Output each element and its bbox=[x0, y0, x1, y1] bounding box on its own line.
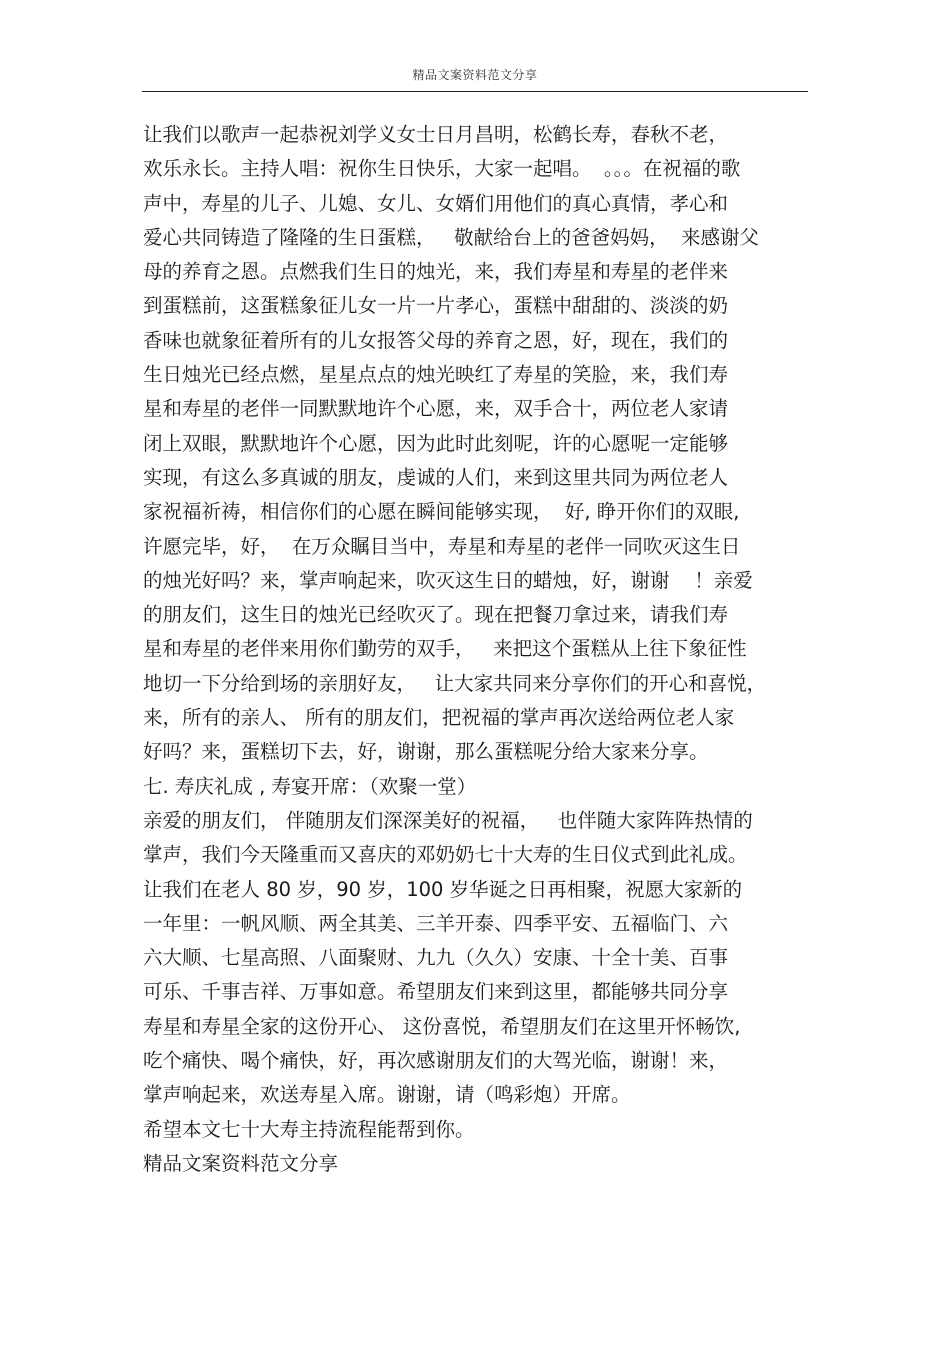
text-line: 六大顺、七星高照、八面聚财、九九（久久）安康、十全十美、百事 bbox=[143, 946, 729, 970]
text-line: 吃个痛快、喝个痛快，好，再次感谢朋友们的大驾光临，谢谢！来， bbox=[143, 1049, 729, 1073]
text-line: 许愿完毕，好， 在万众瞩目当中，寿星和寿星的老伴一同吹灭这生日 bbox=[143, 534, 741, 558]
text-line: 来，所有的亲人、 所有的朋友们，把祝福的掌声再次送给两位老人家 bbox=[143, 706, 735, 730]
text-line: 欢乐永长。主持人唱：祝你生日快乐，大家一起唱。 。。。在祝福的歌 bbox=[143, 157, 741, 181]
page-header: 精品文案资料范文分享 bbox=[412, 68, 538, 82]
text-line: 香味也就象征着所有的儿女报答父母的养育之恩，好，现在，我们的 bbox=[143, 328, 729, 352]
text-line: 让我们以歌声一起恭祝刘学义女士日月昌明，松鹤长寿，春秋不老， bbox=[143, 123, 729, 146]
text-line: 亲爱的朋友们， 伴随朋友们深深美好的祝福， 也伴随大家阵阵热情的 bbox=[143, 808, 753, 832]
text-line: 地切一下分给到场的亲朋好友， 让大家共同来分享你们的开心和喜悦， bbox=[143, 671, 767, 695]
text-line: 星和寿星的老伴一同默默地许个心愿，来，双手合十，两位老人家请 bbox=[143, 397, 729, 421]
text-line: 实现，有这么多真诚的朋友，虔诚的人们，来到这里共同为两位老人 bbox=[143, 465, 729, 489]
text-line: 到蛋糕前，这蛋糕象征儿女一片一片孝心，蛋糕中甜甜的、淡淡的奶 bbox=[143, 294, 729, 318]
text-line: 掌声响起来，欢送寿星入席。谢谢，请（鸣彩炮）开席。 bbox=[143, 1083, 631, 1107]
text-line: 的朋友们，这生日的烛光已经吹灭了。现在把餐刀拿过来，请我们寿 bbox=[143, 603, 729, 627]
footer-text: 精品文案资料范文分享 bbox=[143, 1151, 339, 1175]
text-line: 声中，寿星的儿子、儿媳、女儿、女婿们用他们的真心真情，孝心和 bbox=[143, 191, 729, 215]
text-line: 寿星和寿星全家的这份开心、 这份喜悦，希望朋友们在这里开怀畅饮, bbox=[143, 1014, 741, 1038]
text-line: 闭上双眼，默默地许个心愿，因为此时此刻呢，许的心愿呢一定能够 bbox=[143, 431, 729, 455]
section-heading: 七. 寿庆礼成 , 寿宴开席：（欢聚一堂） bbox=[143, 774, 477, 798]
document-body bbox=[143, 118, 833, 1181]
text-line: 家祝福祈祷，相信你们的心愿在瞬间能够实现， 好, 睁开你们的双眼, bbox=[143, 500, 740, 524]
text-line: 掌声，我们今天隆重而又喜庆的邓奶奶七十大寿的生日仪式到此礼成。 bbox=[143, 843, 748, 867]
text-line: 的烛光好吗？来，掌声响起来，吹灭这生日的蜡烛，好，谢谢 ！亲爱 bbox=[143, 568, 753, 592]
text-line: 好吗？来，蛋糕切下去，好，谢谢，那么蛋糕呢分给大家来分享。 bbox=[143, 740, 709, 764]
closing-line: 希望本文七十大寿主持流程能帮到你。 bbox=[143, 1117, 475, 1141]
text-line: 生日烛光已经点燃，星星点点的烛光映红了寿星的笑脸，来，我们寿 bbox=[143, 363, 729, 387]
text-line: 让我们在老人 80 岁，90 岁，100 岁华诞之日再相聚，祝愿大家新的 bbox=[143, 877, 743, 901]
text-line: 一年里：一帆风顺、两全其美、三羊开泰、四季平安、五福临门、六 bbox=[143, 911, 729, 935]
text-line: 可乐、千事吉祥、万事如意。希望朋友们来到这里，都能够共同分享 bbox=[143, 980, 729, 1004]
text-line: 母的养育之恩。点燃我们生日的烛光，来，我们寿星和寿星的老伴来 bbox=[143, 260, 729, 284]
text-line: 爱心共同铸造了隆隆的生日蛋糕， 敬献给台上的爸爸妈妈， 来感谢父 bbox=[143, 225, 759, 249]
header-divider bbox=[142, 91, 808, 92]
text-line: 星和寿星的老伴来用你们勤劳的双手， 来把这个蛋糕从上往下象征性 bbox=[143, 637, 747, 661]
